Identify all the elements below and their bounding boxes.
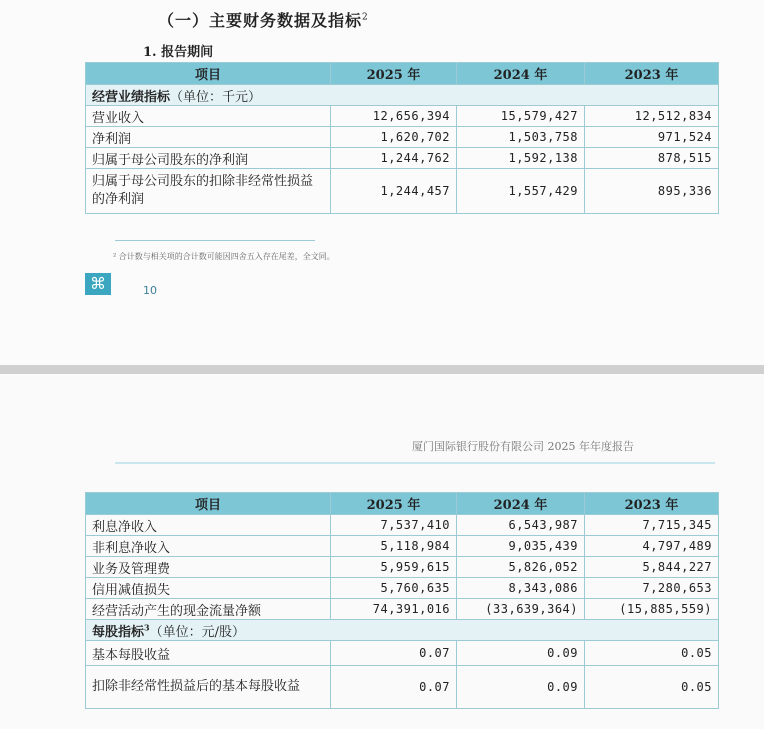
page-number: 10 <box>143 284 157 297</box>
value-2023: 895,336 <box>585 169 719 214</box>
value-2024: 9,035,439 <box>457 536 585 557</box>
value-2024: 15,579,427 <box>457 106 585 127</box>
value-2023: 7,715,345 <box>585 515 719 536</box>
financial-table-1 <box>85 62 719 214</box>
footnote-divider <box>115 240 315 241</box>
row-label: 营业收入 <box>86 106 331 127</box>
value-2024: 8,343,086 <box>457 578 585 599</box>
group-label: 经营业绩指标 <box>92 89 171 105</box>
table-header-row <box>86 63 719 85</box>
period-subheading: 1. 报告期间 <box>143 45 214 60</box>
value-2023: 971,524 <box>585 127 719 148</box>
row-label: 非利息净收入 <box>86 536 331 557</box>
value-2023: 0.05 <box>585 666 719 709</box>
value-2025: 12,656,394 <box>331 106 457 127</box>
value-2025: 1,620,702 <box>331 127 457 148</box>
value-2023: 12,512,834 <box>585 106 719 127</box>
group-row-operating <box>86 85 719 106</box>
row-label: 基本每股收益 <box>86 641 331 666</box>
table-row <box>86 578 719 599</box>
value-2025: 5,760,635 <box>331 578 457 599</box>
value-2025: 5,118,984 <box>331 536 457 557</box>
value-2024: 6,543,987 <box>457 515 585 536</box>
row-label: 利息净收入 <box>86 515 331 536</box>
table-header-row <box>86 493 719 515</box>
table-row <box>86 641 719 666</box>
value-2023: 878,515 <box>585 148 719 169</box>
header-item: 项目 <box>86 63 331 85</box>
financial-table-2 <box>85 492 719 709</box>
value-2023: 7,280,653 <box>585 578 719 599</box>
value-2023: 0.05 <box>585 641 719 666</box>
table-row <box>86 106 719 127</box>
header-2024: 2024 年 <box>457 63 585 85</box>
row-label: 业务及管理费 <box>86 557 331 578</box>
row-label: 经营活动产生的现金流量净额 <box>86 599 331 620</box>
value-2024: 1,557,429 <box>457 169 585 214</box>
value-2025: 7,537,410 <box>331 515 457 536</box>
row-label: 净利润 <box>86 127 331 148</box>
table-row <box>86 148 719 169</box>
value-2025: 74,391,016 <box>331 599 457 620</box>
value-2025: 1,244,457 <box>331 169 457 214</box>
row-label: 归属于母公司股东的净利润 <box>86 148 331 169</box>
company-logo-icon: ⌘ <box>85 273 111 295</box>
value-2024: 0.09 <box>457 666 585 709</box>
row-label: 扣除非经常性损益后的基本每股收益 <box>86 666 331 709</box>
row-label: 信用减值损失 <box>86 578 331 599</box>
value-2024: 0.09 <box>457 641 585 666</box>
table-row <box>86 127 719 148</box>
page-separator <box>0 365 764 374</box>
group-unit: （单位：千元） <box>170 89 262 105</box>
header-item: 项目 <box>86 493 331 515</box>
section-heading-text: （一）主要财务数据及指标 <box>158 11 363 30</box>
header-2023: 2023 年 <box>585 63 719 85</box>
header-2023: 2023 年 <box>585 493 719 515</box>
section-heading <box>158 8 369 31</box>
footnote: ² 合计数与相关项的合计数可能因四舍五入存在尾差，全文同。 <box>113 252 335 261</box>
table-row <box>86 536 719 557</box>
value-2025: 0.07 <box>331 641 457 666</box>
group-label: 每股指标 <box>92 624 145 640</box>
value-2025: 1,244,762 <box>331 148 457 169</box>
value-2024: 5,826,052 <box>457 557 585 578</box>
group-row-per-share <box>86 620 719 641</box>
running-header: 厦门国际银行股份有限公司 2025 年年度报告 <box>412 440 634 453</box>
value-2023: 5,844,227 <box>585 557 719 578</box>
table-row <box>86 515 719 536</box>
value-2023: (15,885,559) <box>585 599 719 620</box>
value-2025: 0.07 <box>331 666 457 709</box>
table-row <box>86 557 719 578</box>
row-label: 归属于母公司股东的扣除非经常性损益的净利润 <box>86 169 331 214</box>
value-2025: 5,959,615 <box>331 557 457 578</box>
group-footnote-mark: 3 <box>144 622 150 633</box>
header-2025: 2025 年 <box>331 493 457 515</box>
header-rule <box>115 462 715 464</box>
value-2023: 4,797,489 <box>585 536 719 557</box>
group-cell <box>86 620 719 641</box>
value-2024: 1,592,138 <box>457 148 585 169</box>
table-row <box>86 666 719 709</box>
value-2024: 1,503,758 <box>457 127 585 148</box>
group-cell <box>86 85 719 106</box>
value-2024: (33,639,364) <box>457 599 585 620</box>
group-unit: （单位：元/股） <box>149 624 245 640</box>
table-row <box>86 169 719 214</box>
header-2025: 2025 年 <box>331 63 457 85</box>
table-row <box>86 599 719 620</box>
section-heading-footnote-mark: 2 <box>362 12 369 23</box>
header-2024: 2024 年 <box>457 493 585 515</box>
